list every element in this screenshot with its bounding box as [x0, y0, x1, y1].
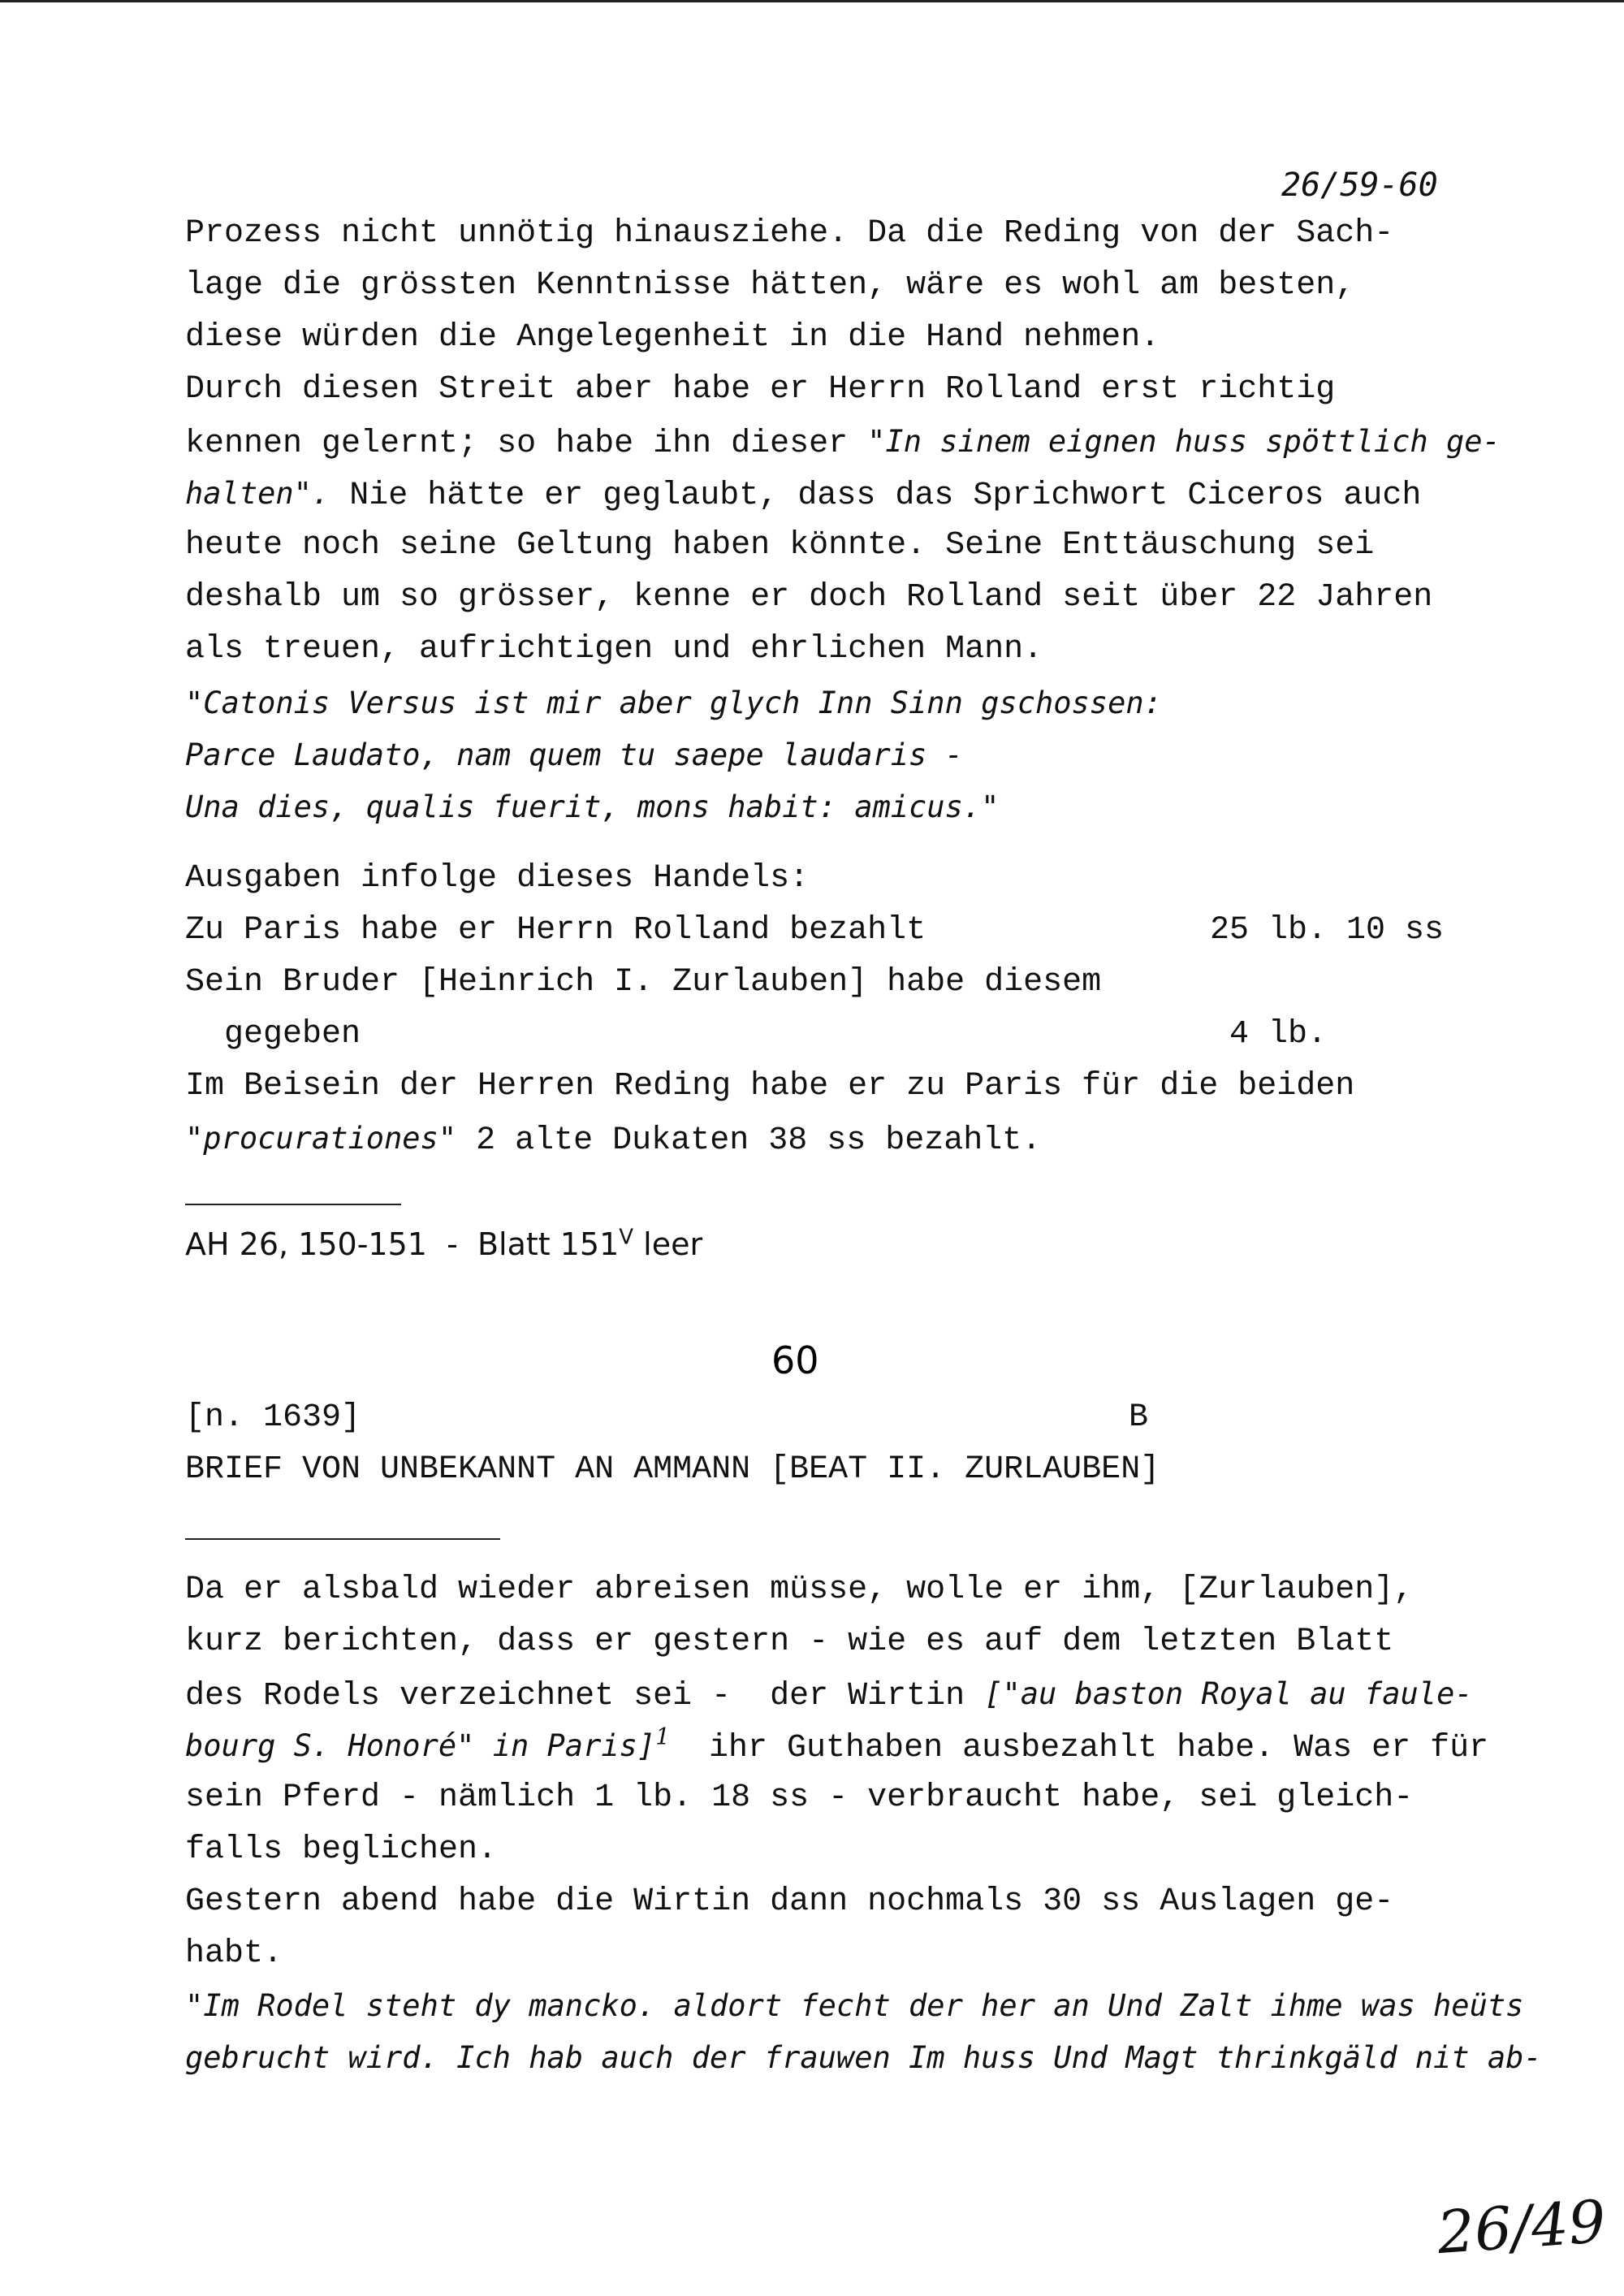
expense-label: gegeben — [224, 1016, 361, 1053]
quote-segment: "In sinem eignen huss spöttlich ge- — [867, 424, 1501, 459]
text-segment: kennen gelernt; so habe ihn dieser — [185, 426, 868, 462]
text-line — [185, 1113, 1041, 1167]
letter-title: BRIEF VON UNBEKANNT AN AMMANN [BEAT II. ZURLAUBEN] — [185, 1451, 1160, 1488]
title-divider — [185, 1538, 500, 1540]
quote-segment: "procurationes" — [185, 1121, 457, 1156]
footnote-marker: 1 — [655, 1723, 671, 1750]
top-border — [0, 0, 1624, 2]
footnote-divider — [185, 1204, 401, 1205]
text-line: als treuen, aufrichtigen und ehrlichen Mann. — [185, 631, 1043, 668]
text-segment: des Rodels verzeichnet sei - der Wirtin — [185, 1678, 985, 1714]
text-line: falls beglichen. — [185, 1831, 498, 1868]
text-line: Gestern abend habe die Wirtin dann nochmals 30 ss Auslagen ge- — [185, 1883, 1394, 1920]
expense-label: Sein Bruder [Heinrich I. Zurlauben] habe diesem — [185, 964, 1102, 1001]
quote-line: Parce Laudato, nam quem tu saepe laudaris - — [185, 737, 963, 772]
text-segment: Nie hätte er geglaubt, dass das Sprichwort Ciceros auch — [330, 478, 1422, 514]
source-note — [185, 1218, 702, 1270]
quote-segment: ["au baston Royal au faule- — [984, 1676, 1473, 1711]
source-text: leer — [633, 1226, 703, 1262]
handwritten-archive-mark: 26/49 — [1435, 2186, 1609, 2268]
quote-line: "Catonis Versus ist mir aber glych Inn Sinn gschossen: — [185, 685, 1162, 720]
expense-amount: 4 lb. — [1229, 1016, 1328, 1053]
text-line — [185, 1720, 1488, 1775]
text-segment: ihr Guthaben ausbezahlt habe. Was er für — [670, 1730, 1489, 1766]
letter-date: [n. 1639] — [185, 1399, 361, 1436]
text-line: lage die grössten Kenntnisse hätten, wäre es wohl am besten, — [185, 267, 1355, 304]
text-line: Durch diesen Streit aber habe er Herrn Rolland erst richtig — [185, 371, 1336, 408]
quote-segment: halten". — [185, 476, 330, 511]
text-line: kurz berichten, dass er gestern - wie es auf dem letzten Blatt — [185, 1624, 1394, 1660]
text-line: diese würden die Angelegenheit in die Hand nehmen. — [185, 319, 1160, 356]
text-line: sein Pferd - nämlich 1 lb. 18 ss - verbraucht habe, sei gleich- — [185, 1779, 1414, 1816]
expense-label: Zu Paris habe er Herrn Rolland bezahlt — [185, 912, 926, 949]
expense-amount: 25 lb. 10 ss — [1210, 912, 1445, 949]
expenses-heading: Ausgaben infolge dieses Handels: — [185, 860, 810, 897]
source-superscript: V — [619, 1225, 634, 1250]
quote-line: Una dies, qualis fuerit, mons habit: amicus." — [185, 789, 1000, 824]
page-reference: 26/59-60 — [1281, 166, 1438, 204]
text-line: Im Beisein der Herren Reding habe er zu Paris für die beiden — [185, 1068, 1355, 1105]
text-line — [185, 468, 1421, 522]
quote-line: "Im Rodel steht dy mancko. aldort fecht der her an Und Zalt ihme was heüts — [185, 1988, 1524, 2023]
text-line: Da er alsbald wieder abreisen müsse, wolle er ihm, [Zurlauben], — [185, 1572, 1414, 1608]
text-line: habt. — [185, 1935, 283, 1972]
source-text: AH 26, 150-151 - Blatt 151 — [185, 1226, 620, 1262]
text-line — [185, 1668, 1473, 1723]
text-line: deshalb um so grösser, kenne er doch Rolland seit über 22 Jahren — [185, 579, 1433, 616]
quote-line: gebrucht wird. Ich hab auch der frauwen Im huss Und Magt thrinkgäld nit ab- — [185, 2040, 1542, 2075]
text-line — [185, 416, 1501, 470]
text-line: heute noch seine Geltung haben könnte. Seine Enttäuschung sei — [185, 527, 1375, 564]
text-segment: 2 alte Dukaten 38 ss bezahlt. — [456, 1122, 1042, 1159]
letter-category: B — [1129, 1399, 1149, 1436]
document-number: 60 — [771, 1338, 819, 1382]
text-line: Prozess nicht unnötig hinausziehe. Da die Reding von der Sach- — [185, 215, 1394, 252]
quote-segment: bourg S. Honoré" in Paris] — [185, 1728, 656, 1763]
